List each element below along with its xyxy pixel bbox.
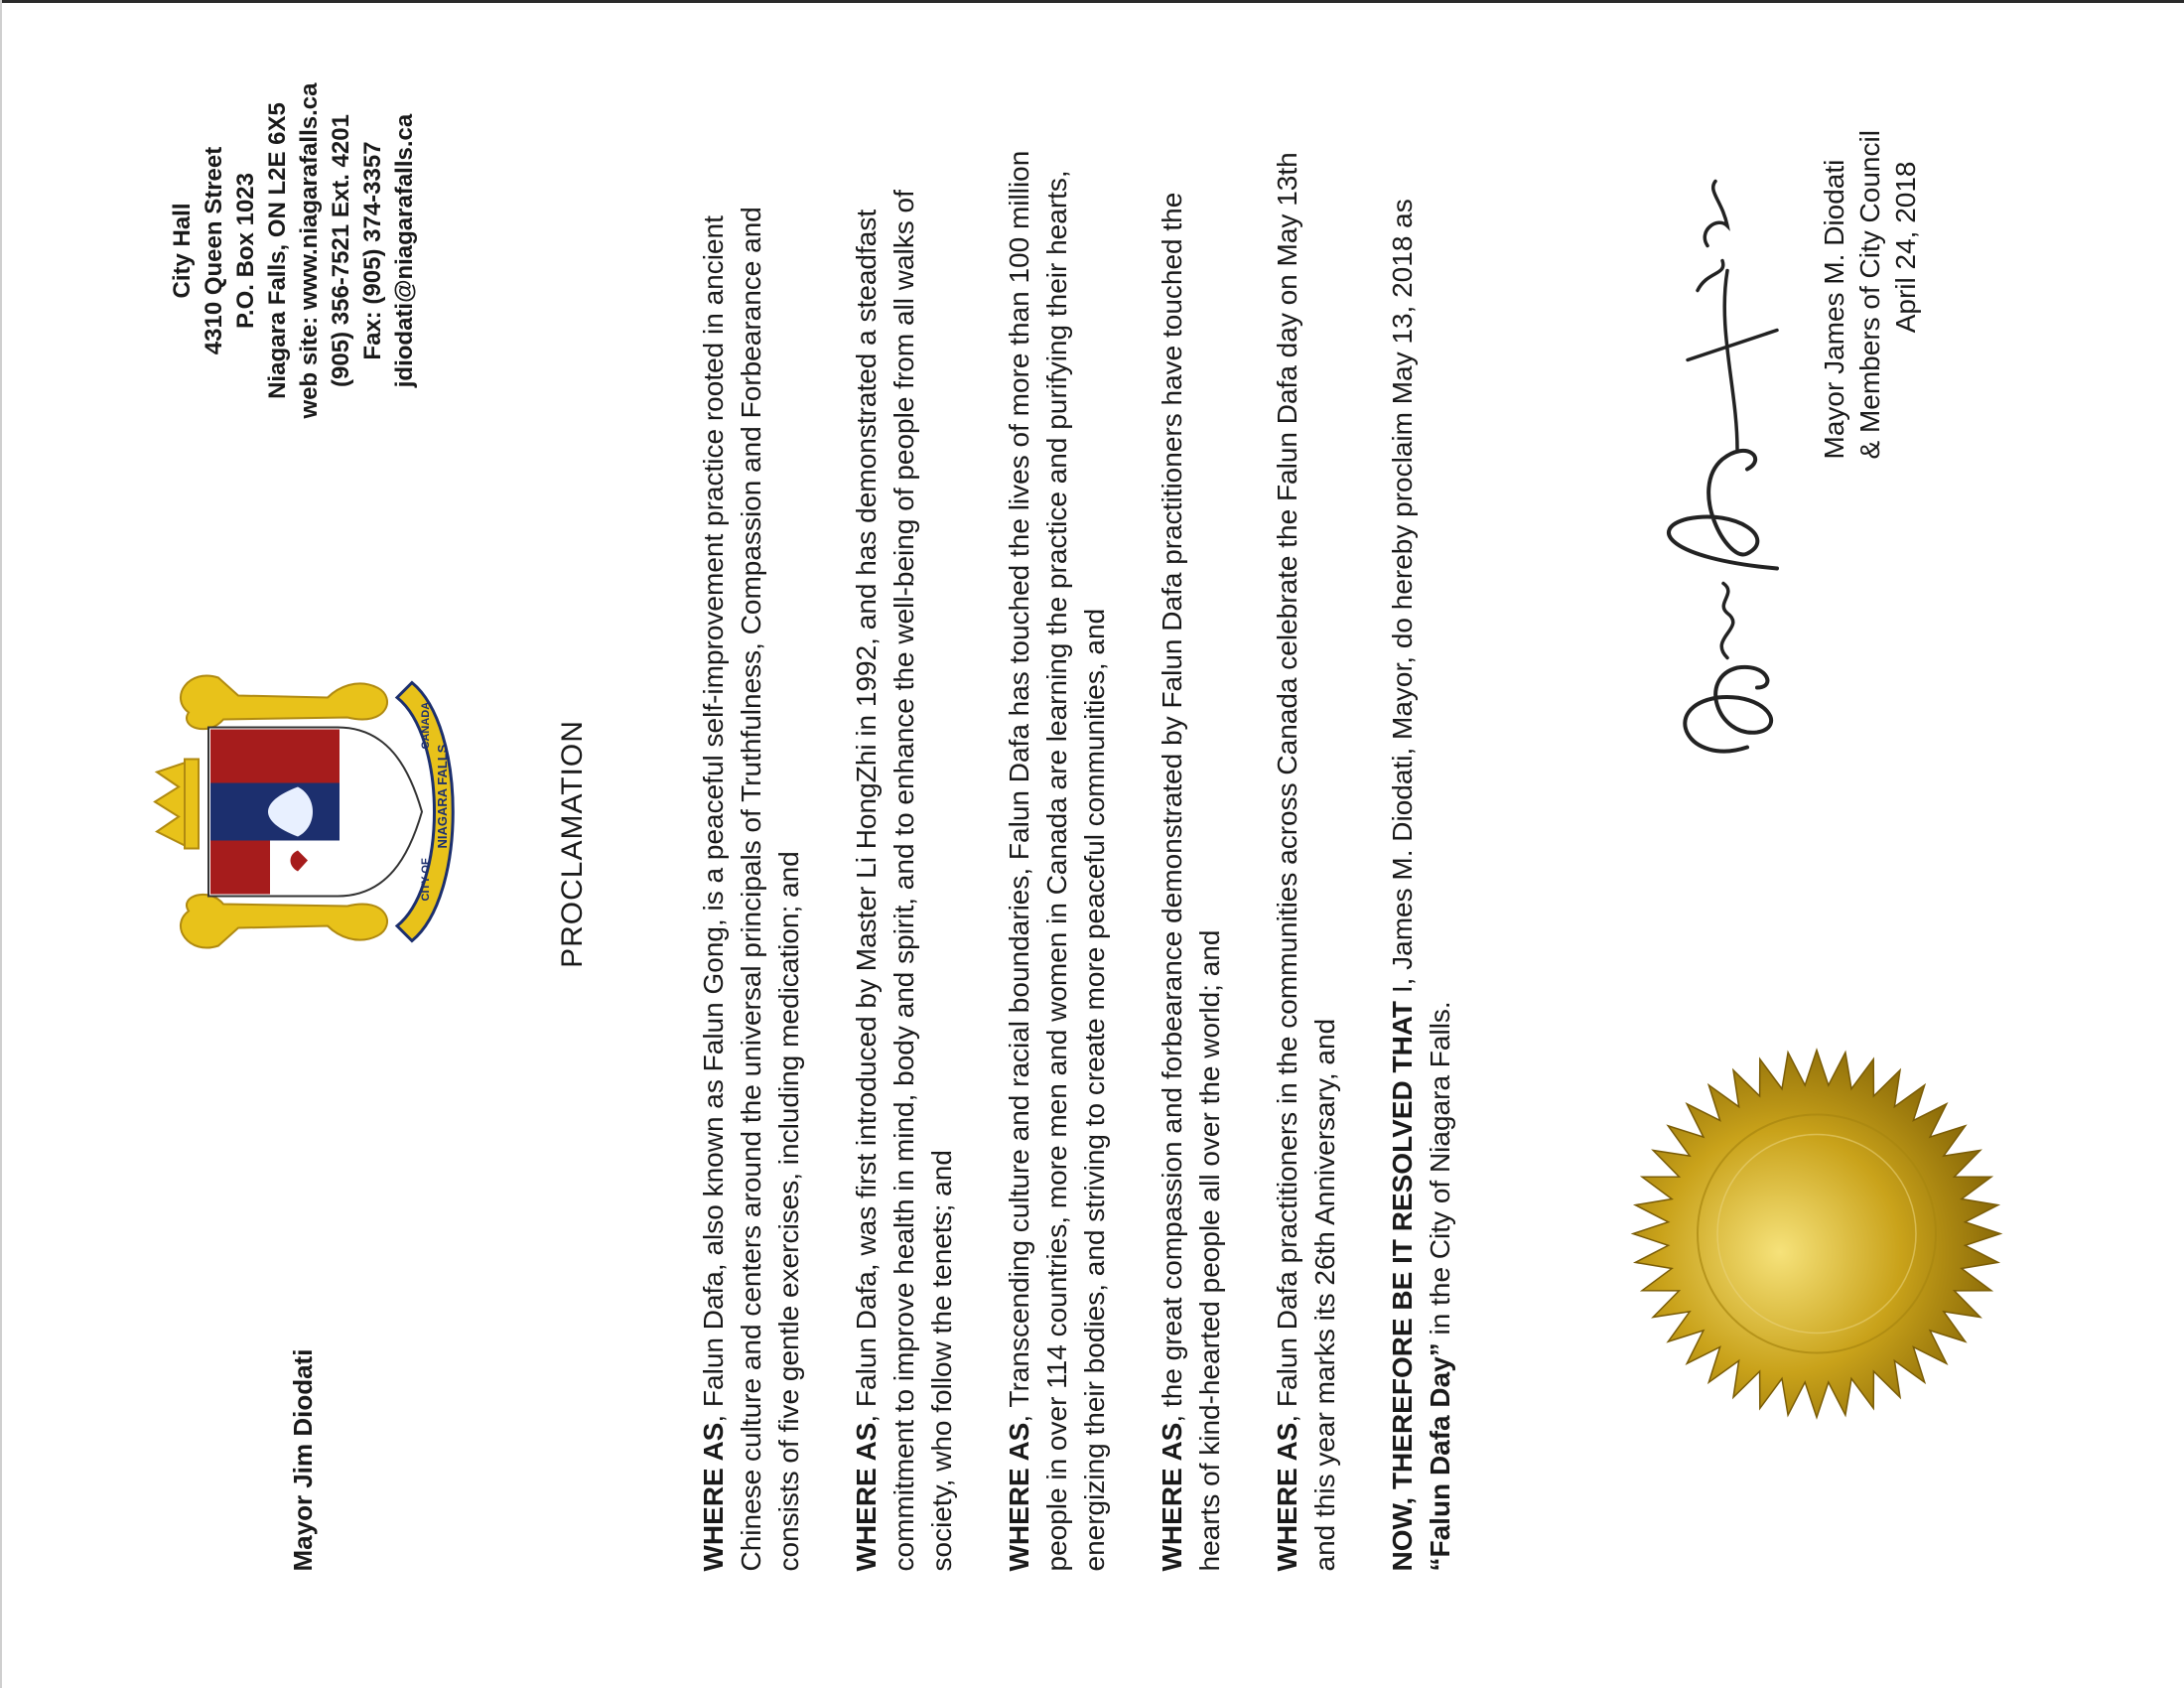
proclamation-body	[695, 112, 1499, 1572]
resolution-lead: NOW, THEREFORE BE IT RESOLVED THAT	[1387, 1000, 1418, 1572]
proclamation-page	[40, 38, 2144, 1651]
signoff-name: Mayor James M. Diodati	[1819, 159, 1849, 460]
city-crest-logo	[149, 658, 467, 966]
email-line: jdiodati@niagarafalls.ca	[391, 113, 418, 388]
crest-ribbon-center: NIAGARA FALLS	[435, 744, 450, 849]
scan-edge-top	[0, 0, 2184, 3]
signoff-block	[1817, 130, 1924, 460]
whereas-lead: WHERE AS	[1004, 1422, 1034, 1572]
resolution-text: I, James M. Diodati, Mayor, do hereby proclaim May 13, 2018 as	[1387, 199, 1418, 1001]
whereas-paragraph	[1154, 112, 1229, 1572]
crest-ribbon-left: CITY OF	[420, 858, 432, 902]
resolution-paragraph	[1384, 112, 1459, 1572]
website-line: web site: www.niagarafalls.ca	[296, 82, 323, 419]
whereas-paragraph	[1269, 112, 1344, 1572]
whereas-lead: WHERE AS	[698, 1422, 729, 1572]
whereas-lead: WHERE AS	[851, 1422, 882, 1572]
mayor-signature	[1628, 152, 1817, 787]
whereas-paragraph	[1001, 112, 1114, 1572]
fax-line: Fax: (905) 374-3357	[359, 141, 386, 360]
crest-ribbon-right: CANADA	[420, 701, 432, 750]
signoff-date: April 24, 2018	[1890, 161, 1921, 334]
address-line: City Hall	[169, 203, 196, 299]
mayor-name: Mayor Jim Diodati	[288, 1348, 318, 1572]
address-line: 4310 Queen Street	[201, 146, 227, 355]
paragraph-text: , Falun Dafa practitioners in the communities across Canada celebrate the Falun Dafa day on May 13th and this year marks its 26th Anniversary, and	[1272, 152, 1340, 1572]
phone-line: (905) 356-7521 Ext. 4201	[328, 114, 354, 387]
address-line: P.O. Box 1023	[232, 173, 259, 329]
signoff-council: & Members of City Council	[1854, 130, 1885, 460]
paragraph-text: , Falun Dafa, was first introduced by Master Li HongZhi in 1992, and has demonstrated a steadfast commitment to improve health in mind, body and spirit, and to enhance the well-being of people from all walks of society, who follow the tenets; and	[851, 190, 957, 1572]
whereas-lead: WHERE AS	[1157, 1422, 1187, 1572]
paragraph-text: , Falun Dafa, also known as Falun Gong, is a peaceful self-improvement practice rooted in ancient Chinese culture and centers around the universal principals of Truthfulness, Compassion and Forbearance and consists of five gentle exercises, including medication; and	[698, 207, 804, 1572]
gold-seal-icon	[1628, 1046, 2005, 1423]
letterhead	[40, 38, 467, 1651]
whereas-paragraph	[848, 112, 961, 1572]
paragraph-text: , the great compassion and forbearance demonstrated by Falun Dafa practitioners have touched the hearts of kind-hearted people all over the world; and	[1157, 192, 1225, 1572]
resolution-text-end: in the City of Niagara Falls.	[1425, 1001, 1455, 1343]
whereas-paragraph	[695, 112, 808, 1572]
whereas-lead: WHERE AS	[1272, 1422, 1302, 1572]
scan-edge-left	[0, 0, 2, 1688]
paragraph-text: , Transcending culture and racial boundaries, Falun Dafa has touched the lives of more than 100 million people in over 114 countries, more men and women in Canada are learning the practice and purifying their hearts, energizing their bodies, and striving to create more peaceful communities, and	[1004, 150, 1110, 1572]
city-hall-address	[167, 63, 421, 440]
page-title: PROCLAMATION	[556, 720, 589, 968]
proclaimed-day-name: “Falun Dafa Day”	[1425, 1342, 1455, 1572]
address-line: Niagara Falls, ON L2E 6X5	[264, 102, 291, 399]
